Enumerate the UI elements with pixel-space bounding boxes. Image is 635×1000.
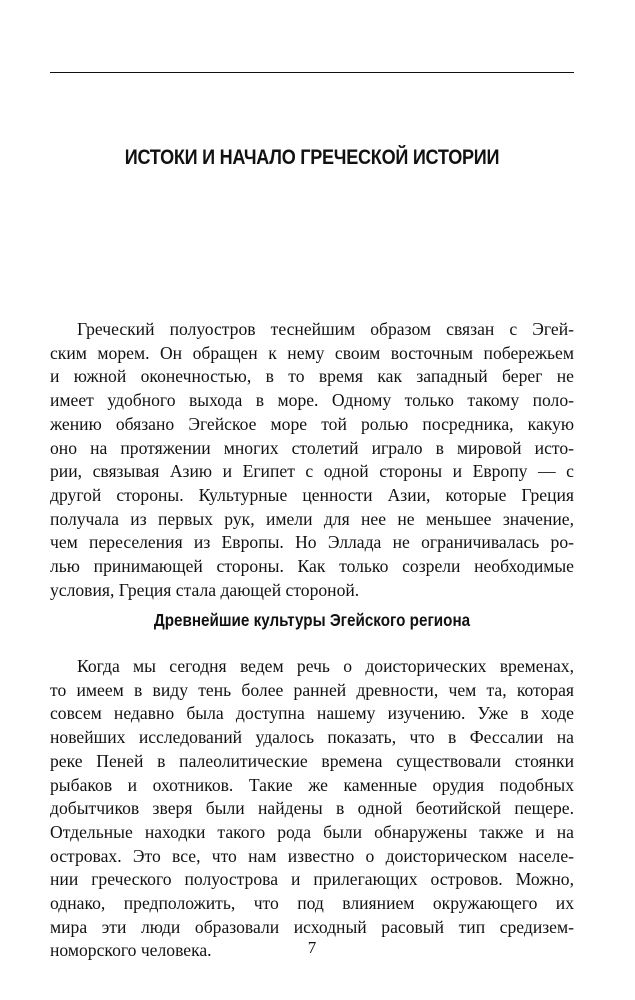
section-title: Древнейшие культуры Эгейского региона (153, 610, 471, 630)
text-line: жению обязано Эгейское море той ролью посредника, какую (50, 413, 574, 434)
paragraph-intro (50, 318, 574, 602)
text-line: рии, связывая Азию и Египет с одной стороны и Европу — с (50, 461, 574, 482)
text-line: чем переселения из Европы. Но Эллада не ограничивалась ро- (50, 532, 574, 553)
text-line: лью принимающей стороны. Как только созрели необходимые (50, 556, 574, 577)
page-number: 7 (307, 938, 317, 957)
text-line: Греческий полуостров теснейшим образом связан с Эгей- (77, 319, 574, 339)
text-line: условия, Греция стала дающей стороной. (50, 579, 360, 600)
text-line: добытчиков зверя были найдены в одной беотийской пещере. (50, 798, 574, 819)
text-line: мира эти люди образовали исходный расовый тип средизем- (50, 916, 574, 937)
text-line: другой стороны. Культурные ценности Азии, которые Греция (50, 484, 574, 505)
text-line: рыбаков и охотников. Такие же каменные орудия подобных (50, 774, 574, 795)
text-line: и южной оконечностью, в то время как западный берег не (50, 366, 574, 387)
text-line: оно на протяжении многих столетий играло в мировой исто- (50, 437, 574, 458)
text-line: нии греческого полуострова и прилегающих островов. Можно, (50, 869, 574, 890)
text-line: реке Пеней в палеолитические времена существовали стоянки (50, 750, 574, 771)
text-line: Когда мы сегодня ведем речь о доисторических временах, (77, 656, 574, 676)
text-line: Отдельные находки такого рода были обнаружены также и на (50, 821, 574, 842)
chapter-title: ИСТОКИ И НАЧАЛО ГРЕЧЕСКОЙ ИСТОРИИ (124, 146, 500, 169)
text-line: получала из первых рук, имели для нее не меньшее значение, (50, 508, 574, 529)
text-line: совсем недавно была доступна нашему изучению. Уже в ходе (50, 703, 574, 724)
top-rule (50, 72, 574, 73)
text-line: то имеем в виду тень более ранней древности, чем та, которая (50, 679, 574, 700)
text-line: однако, предположить, что под влиянием окружающего их (50, 893, 574, 914)
text-line: ским морем. Он обращен к нему своим восточным побережьем (50, 342, 574, 363)
text-line: новейших исследований удалось показать, что в Фессалии на (50, 727, 574, 748)
text-line: островах. Это все, что нам известно о доисторическом населе- (50, 845, 574, 866)
text-line: номорского человека. (50, 940, 212, 961)
paragraph-prehistory (50, 655, 574, 963)
text-line: имеет удобного выхода в море. Одному только такому поло- (50, 390, 574, 411)
